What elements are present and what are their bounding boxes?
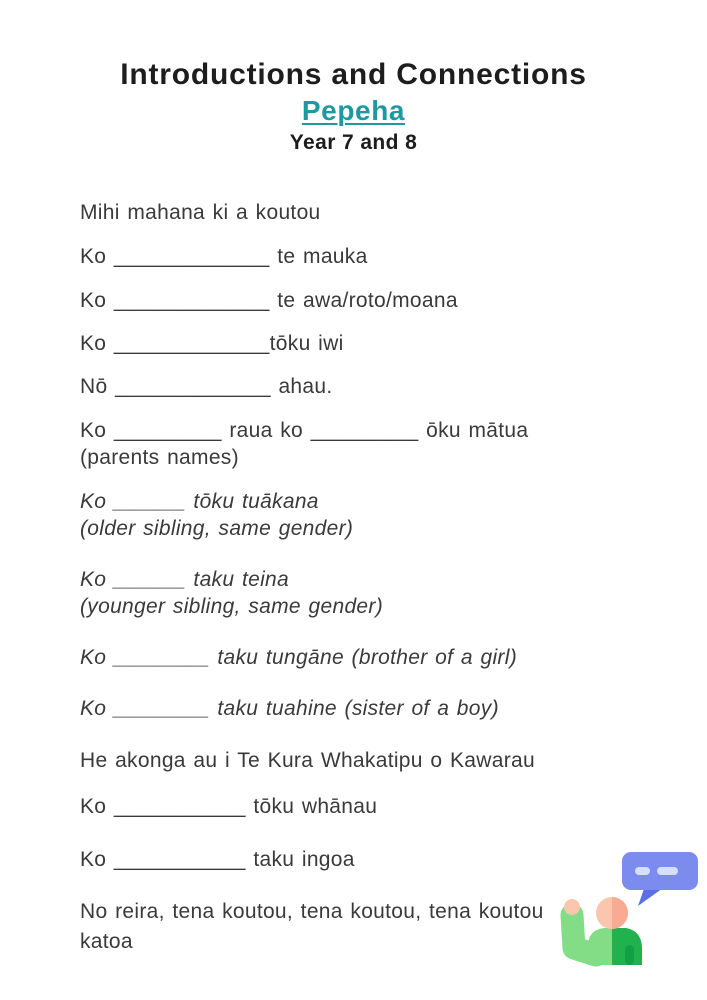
line-awa-blank: Ko _____________ te awa/roto/moana	[80, 289, 458, 312]
line-closing-katoa: katoa	[80, 930, 133, 953]
line-iwi-blank: Ko _____________tōku iwi	[80, 332, 344, 355]
line-matua-blank: Ko _________ raua ko _________ ōku mātua	[80, 419, 529, 442]
line-mauka-blank: Ko _____________ te mauka	[80, 245, 368, 268]
page-subtitle: Year 7 and 8	[289, 131, 418, 154]
line-ingoa-blank: Ko ___________ taku ingoa	[80, 848, 355, 871]
line-teina-blank: Ko ______ taku teina	[80, 568, 289, 591]
line-ahau-blank: Nō _____________ ahau.	[80, 375, 333, 398]
line-tuakana-blank: Ko ______ tōku tuākana	[80, 490, 319, 513]
page-title: Introductions and Connections	[120, 58, 587, 91]
line-tungane-blank: Ko ________ taku tungāne (brother of a girl)	[80, 646, 517, 669]
line-greeting: Mihi mahana ki a koutou	[80, 201, 321, 224]
worksheet-header	[0, 0, 707, 158]
line-tuahine-blank: Ko ________ taku tuahine (sister of a boy)	[80, 697, 499, 720]
line-school: He akonga au i Te Kura Whakatipu o Kawarau	[80, 749, 535, 772]
line-whanau-blank: Ko ___________ tōku whānau	[80, 795, 378, 818]
line-closing: No reira, tena koutou, tena koutou, tena koutou	[80, 900, 544, 923]
note-younger-sibling: (younger sibling, same gender)	[80, 595, 383, 618]
note-parents-names: (parents names)	[80, 446, 239, 469]
person-icon	[564, 897, 642, 965]
note-older-sibling: (older sibling, same gender)	[80, 517, 354, 540]
pepeha-link[interactable]: Pepeha	[301, 95, 406, 126]
speech-bubble-icon	[622, 852, 698, 906]
person-speech-bubble-illustration	[555, 845, 707, 980]
worksheet-body	[0, 158, 707, 957]
